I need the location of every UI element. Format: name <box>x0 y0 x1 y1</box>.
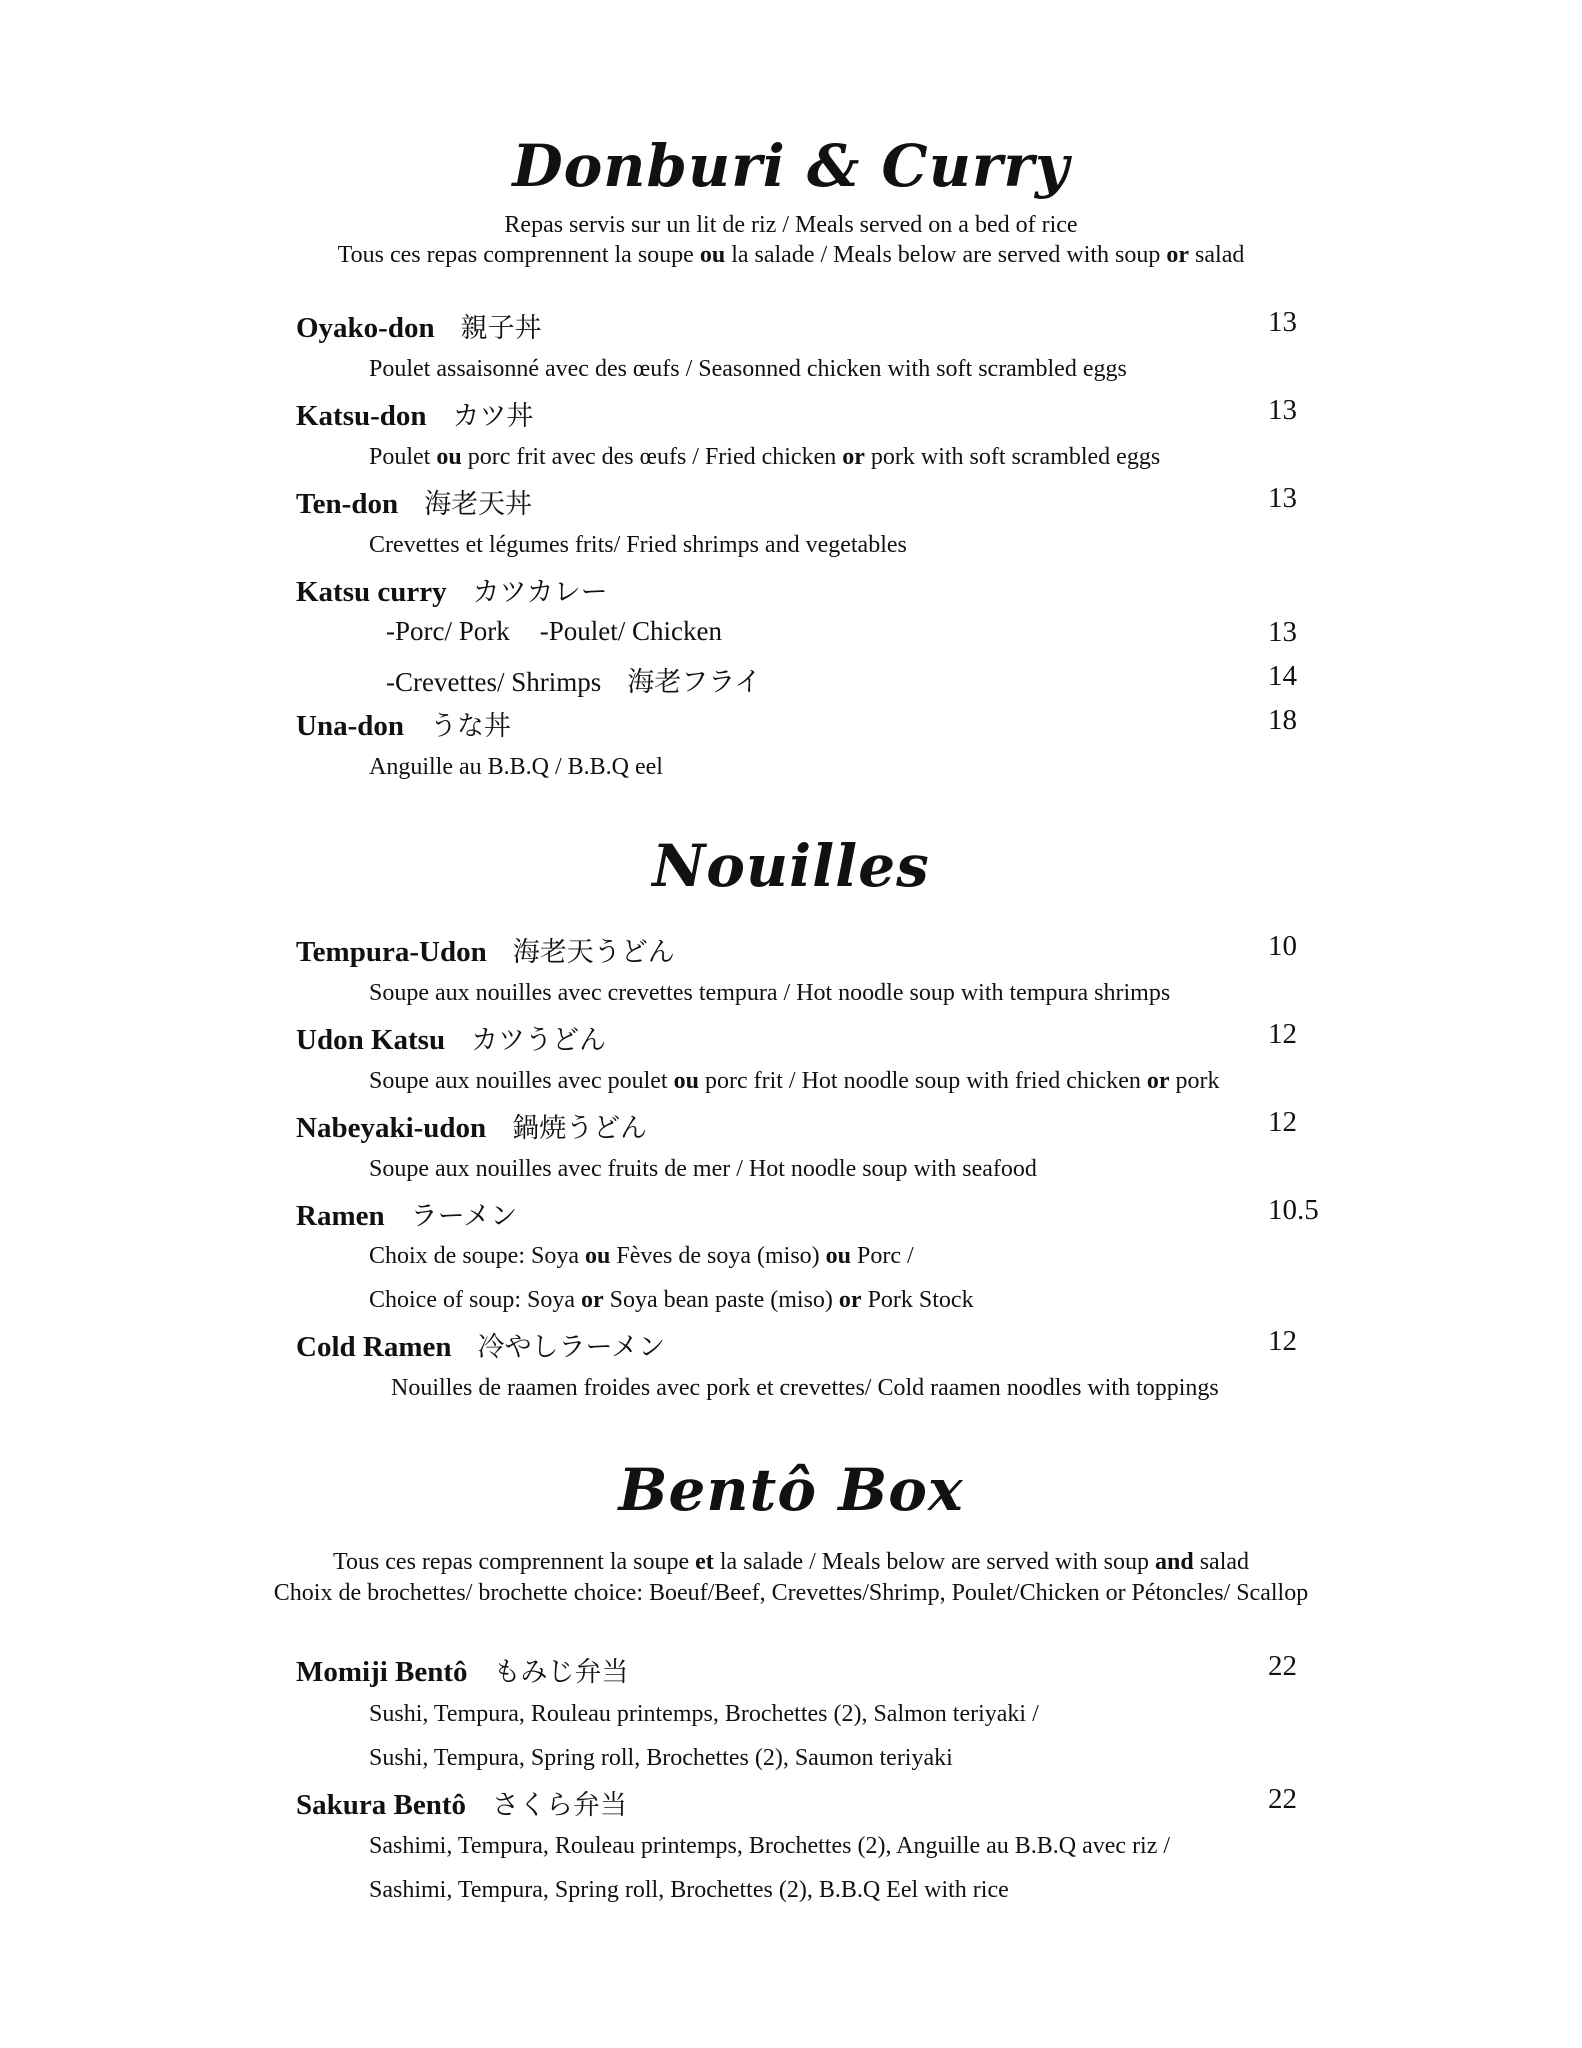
item-name-jp: もみじ弁当 <box>493 1657 629 1688</box>
item-description: Soupe aux nouilles avec crevettes tempura / Hot noodle soup with tempura shrimps <box>369 980 1171 1006</box>
item-name: Katsu-don <box>296 400 427 432</box>
item-name-jp: 冷やしラーメン <box>477 1332 666 1363</box>
item-description: Anguille au B.B.Q / B.B.Q eel <box>369 754 663 780</box>
item-name: Oyako-don <box>296 312 435 344</box>
item-description: Nouilles de raamen froides avec pork et crevettes/ Cold raamen noodles with toppings <box>391 1375 1219 1401</box>
item-name-jp: 親子丼 <box>460 313 542 344</box>
menu-item-katsu-don <box>296 394 534 430</box>
item-name-jp: さくら弁当 <box>492 1790 628 1821</box>
bento-intro-2: Choix de brochettes/ brochette choice: Boeuf/Beef, Crevettes/Shrimp, Poulet/Chicken or Pétoncles/ Scallop <box>273 1580 1309 1606</box>
item-name: Ten-don <box>296 488 399 520</box>
menu-item-sakura-bento <box>296 1783 627 1819</box>
item-name: Ramen <box>296 1200 385 1232</box>
item-price: 10.5 <box>1268 1194 1319 1226</box>
item-name: Tempura-Udon <box>296 936 487 968</box>
menu-item-tempura-udon <box>296 930 675 966</box>
item-name-jp: カツカレー <box>472 577 608 608</box>
item-price: 13 <box>1268 482 1297 514</box>
item-description: Poulet assaisonné avec des œufs / Seasonned chicken with soft scrambled eggs <box>369 356 1127 382</box>
item-price: 12 <box>1268 1106 1297 1138</box>
option-pork-chicken: -Porc/ Pork -Poulet/ Chicken <box>386 616 722 646</box>
item-price: 22 <box>1268 1783 1297 1815</box>
item-price: 12 <box>1268 1325 1297 1357</box>
menu-item-momiji-bento <box>296 1650 629 1686</box>
item-price: 13 <box>1268 306 1297 338</box>
item-name-jp: カツうどん <box>471 1025 607 1056</box>
item-name-jp: 鍋焼うどん <box>512 1113 648 1144</box>
item-name-jp: カツ丼 <box>452 401 534 432</box>
item-description: Soupe aux nouilles avec fruits de mer / Hot noodle soup with seafood <box>369 1156 1037 1182</box>
item-description: Crevettes et légumes frits/ Fried shrimps and vegetables <box>369 532 907 558</box>
menu-item-udon-katsu <box>296 1018 606 1054</box>
menu-item-katsu-curry <box>296 570 608 606</box>
item-description-2: Choice of soup: Soya or Soya bean paste (miso) or Pork Stock <box>369 1287 974 1313</box>
item-price: 12 <box>1268 1018 1297 1050</box>
option-price: 14 <box>1268 660 1297 692</box>
item-price: 10 <box>1268 930 1297 962</box>
option-name-jp: 海老フライ <box>627 667 762 698</box>
donburi-intro-2: Tous ces repas comprennent la soupe ou la salade / Meals below are served with soup or salad <box>337 242 1245 268</box>
item-name: Cold Ramen <box>296 1331 452 1363</box>
option-price: 13 <box>1268 616 1297 648</box>
menu-item-una-don <box>296 704 511 740</box>
item-description: Choix de soupe: Soya ou Fèves de soya (miso) ou Porc / <box>369 1243 914 1269</box>
item-price: 13 <box>1268 394 1297 426</box>
item-price: 18 <box>1268 704 1297 736</box>
section-title-donburi: Donburi & Curry <box>512 132 1070 200</box>
menu-item-ten-don <box>296 482 532 518</box>
donburi-intro-1: Repas servis sur un lit de riz / Meals served on a bed of rice <box>504 212 1078 238</box>
item-name: Katsu curry <box>296 576 447 608</box>
menu-item-nabeyaki-udon <box>296 1106 647 1142</box>
option-shrimps: -Crevettes/ Shrimps 海老フライ <box>386 667 762 698</box>
item-description: Sushi, Tempura, Rouleau printemps, Brochettes (2), Salmon teriyaki / <box>369 1701 1039 1727</box>
item-description: Sashimi, Tempura, Rouleau printemps, Brochettes (2), Anguille au B.B.Q avec riz / <box>369 1833 1171 1859</box>
item-name-jp: ラーメン <box>410 1201 518 1232</box>
item-name: Una-don <box>296 710 404 742</box>
item-name: Nabeyaki-udon <box>296 1112 487 1144</box>
menu-item-oyako-don <box>296 306 542 342</box>
menu-item-cold-ramen <box>296 1325 665 1361</box>
item-name-jp: 海老天うどん <box>512 937 675 968</box>
item-description: Soupe aux nouilles avec poulet ou porc frit / Hot noodle soup with fried chicken or pork <box>369 1068 1220 1094</box>
item-description-2: Sashimi, Tempura, Spring roll, Brochettes (2), B.B.Q Eel with rice <box>369 1877 1009 1903</box>
item-name: Udon Katsu <box>296 1024 446 1056</box>
section-title-bento: Bentô Box <box>618 1456 964 1524</box>
section-title-nouilles: Nouilles <box>652 832 930 900</box>
bento-intro-1: Tous ces repas comprennent la soupe et la salade / Meals below are served with soup and salad <box>332 1549 1250 1575</box>
item-description-2: Sushi, Tempura, Spring roll, Brochettes (2), Saumon teriyaki <box>369 1745 953 1771</box>
item-description: Poulet ou porc frit avec des œufs / Fried chicken or pork with soft scrambled eggs <box>369 444 1161 470</box>
item-name: Sakura Bentô <box>296 1789 467 1821</box>
item-price: 22 <box>1268 1650 1297 1682</box>
item-name-jp: 海老天丼 <box>424 489 533 520</box>
item-name-jp: うな丼 <box>430 711 511 742</box>
menu-item-ramen <box>296 1194 517 1230</box>
item-name: Momiji Bentô <box>296 1656 468 1688</box>
